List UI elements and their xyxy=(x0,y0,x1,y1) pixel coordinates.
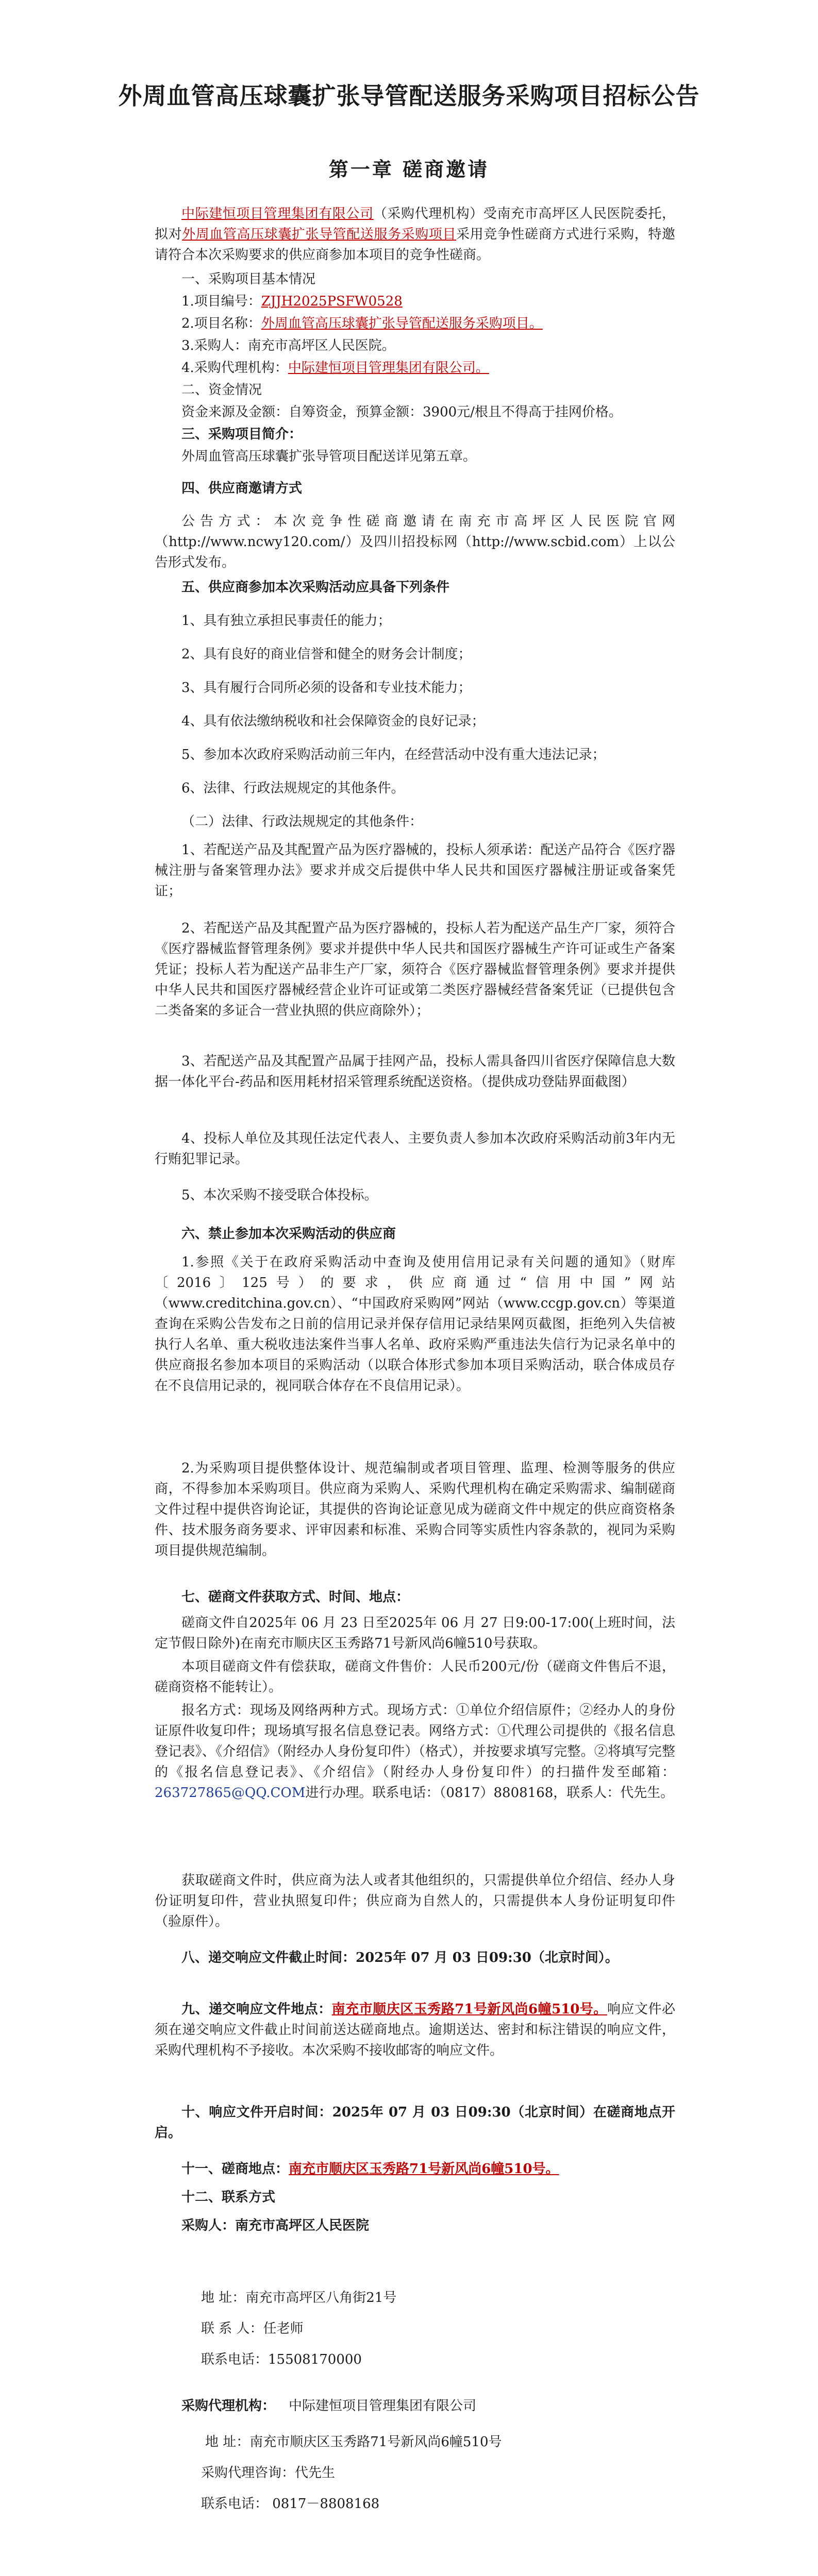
intro-project-name: 外周血管高压球囊扩张导管配送服务采购项目 xyxy=(182,227,457,242)
other-condition-2: 2、若配送产品及其配置产品为医疗器械的，投标人若为配送产品生产厂家，须符合《医疗器械监督管理条例》要求并提供中华人民共和国医疗器械生产许可证或生产备案凭证；投标人若为配送产品非生产厂家，须符合《医疗器械监督管理条例》要求并提供中华人民共和国医疗器械经营企业许可证或第二类医疗器械经营备案凭证（已提供包含二类备案的多证合一营业执照的供应商除外）； xyxy=(155,921,675,1019)
buyer-contact: 联 系 人：任老师 xyxy=(201,2321,304,2336)
condition-6: 6、法律、行政法规规定的其他条件。 xyxy=(181,781,405,796)
buyer-phone: 联系电话：15508170000 xyxy=(201,2352,362,2367)
buyer-address: 地 址：南充市高坪区八角街21号 xyxy=(201,2290,397,2306)
file-acquisition-note: 获取磋商文件时，供应商为法人或者其他组织的，只需提供单位介绍信、经办人身份证明复印件，营业执照复印件；供应商为自然人的，只需提供本人身份证明复印件（验原件）。 xyxy=(155,1873,675,1929)
agency-phone: 联系电话： 0817－8808168 xyxy=(201,2496,380,2512)
section-5-title: 五、供应商参加本次采购活动应具备下列条件 xyxy=(181,580,450,595)
other-condition-1: 1、若配送产品及其配置产品为医疗器械的，投标人须承诺：配送产品符合《医疗器械注册与备案管理办法》要求并成交后提供中华人民共和国医疗器械注册证或备案凭证； xyxy=(155,842,675,899)
intro-agency-link[interactable]: 中际建恒项目管理集团有限公司 xyxy=(181,206,374,222)
prohibited-2: 2.为采购项目提供整体设计、规范编制或者项目管理、监理、检测等服务的供应商，不得参加本采购项目。供应商为采购人、采购代理机构在确定采购需求、编制磋商文件过程中提供咨询论证，其提供的咨询论证意见成为磋商文件中规定的供应商资格条件、技术服务商务要求、评审因素和标准、采购合同等实质性内容条款的，视同为采购项目提供规范编制。 xyxy=(155,1461,675,1558)
other-condition-4: 4、投标人单位及其现任法定代表人、主要负责人参加本次政府采购活动前3年内无行贿犯罪记录。 xyxy=(155,1131,675,1167)
agency-link[interactable]: 中际建恒项目管理集团有限公司。 xyxy=(288,360,489,376)
opening-time: 十、响应文件开启时间：2025年 07 月 03 日09:30（北京时间）在磋商地点开启。 xyxy=(155,2105,675,2141)
condition-5: 5、参加本次政府采购活动前三年内，在经营活动中没有重大违法记录； xyxy=(181,747,606,762)
condition-3: 3、具有履行合同所必须的设备和专业技术能力； xyxy=(181,680,472,696)
section-6-title: 六、禁止参加本次采购活动的供应商 xyxy=(181,1226,396,1242)
section-2-title: 二、资金情况 xyxy=(181,382,262,398)
file-acquisition-time: 磋商文件自2025年 06 月 23 日至2025年 06 月 27 日9:00-17:00(上班时间，法定节假日除外)在南充市顺庆区玉秀路71号新风尚6幢510号获取。 xyxy=(155,1615,675,1651)
project-summary: 外周血管高压球囊扩张导管项目配送详见第五章。 xyxy=(181,449,477,464)
prohibited-1: 1.参照《关于在政府采购活动中查询及使用信用记录有关问题的通知》（财库〔2016〕125号）的要求，供应商通过“信用中国”网站（www.creditchina.gov.cn）、“中国政府采购网”网站（www.ccgp.gov.cn）等渠道查询在采购公告发布之日前的信用记录并保存信用记录结果网页截图，拒绝列入失信被执行人名单、重大税收违法案件当事人名单、政府采购严重违法失信行为记录名单中的供应商报名参加本项目的采购活动（以联合体形式参加本项目采购活动，联合体成员存在不良信用记录的，视同联合体存在不良信用记录）。 xyxy=(155,1255,675,1394)
other-condition-5: 5、本次采购不接受联合体投标。 xyxy=(181,1188,378,1203)
buyer-title: 采购人：南充市高坪区人民医院 xyxy=(181,2218,370,2233)
section-3-title: 三、采购项目简介： xyxy=(181,427,303,442)
registration-email-link[interactable]: 263727865@QQ.COM xyxy=(155,1785,306,1801)
other-conditions-title: （二）法律、行政法规规定的其他条件： xyxy=(181,814,423,829)
intro-paragraph: 中际建恒项目管理集团有限公司（采购代理机构）受南充市高坪区人民医院委托，拟对外周血管高压球囊扩张导管配送服务采购项目采用竞争性磋商方式进行采购，特邀请符合本次采购要求的供应商参加本项目的竞争性磋商。 xyxy=(155,206,675,263)
agency-consultant: 采购代理咨询：代先生 xyxy=(201,2465,336,2481)
agency-address: 地 址：南充市顺庆区玉秀路71号新风尚6幢510号 xyxy=(205,2434,502,2450)
condition-2: 2、具有良好的商业信誉和健全的财务会计制度； xyxy=(181,647,472,662)
submission-location: 九、递交响应文件地点：南充市顺庆区玉秀路71号新风尚6幢510号。响应文件必须在递交响应文件截止时间前送达磋商地点。逾期送达、密封和标注错误的响应文件，采购代理机构不予接收。本次采购不接收邮寄的响应文件。 xyxy=(155,2002,675,2058)
condition-4: 4、具有依法缴纳税收和社会保障资金的良好记录； xyxy=(181,714,485,729)
announcement-method: 公告方式：本次竞争性磋商邀请在南充市高坪区人民医院官网（http://www.ncwy120.com/）及四川招投标网（http://www.scbid.com）上以公告形式发布。 xyxy=(155,514,675,570)
section-4-title: 四、供应商邀请方式 xyxy=(181,481,303,496)
submission-deadline: 八、递交响应文件截止时间：2025年 07 月 03 日09:30（北京时间）。 xyxy=(181,1950,619,1965)
section-12-title: 十二、联系方式 xyxy=(181,2190,276,2205)
negotiation-location: 十一、磋商地点：南充市顺庆区玉秀路71号新风尚6幢510号。 xyxy=(181,2161,559,2177)
agency-block-title: 采购代理机构： 中际建恒项目管理集团有限公司 xyxy=(181,2398,477,2414)
section-7-title: 七、磋商文件获取方式、时间、地点： xyxy=(181,1589,410,1605)
project-name: 2.项目名称：外周血管高压球囊扩张导管配送服务采购项目。 xyxy=(181,316,543,331)
other-condition-3: 3、若配送产品及其配置产品属于挂网产品，投标人需具备四川省医疗保障信息大数据一体化平台-药品和医用耗材招采管理系统配送资格。（提供成功登陆界面截图） xyxy=(155,1054,675,1090)
procurement-agency: 4.采购代理机构：中际建恒项目管理集团有限公司。 xyxy=(181,360,489,376)
funding-text: 资金来源及金额：自筹资金，预算金额：3900元/根且不得高于挂网价格。 xyxy=(181,404,622,420)
document-title: 外周血管高压球囊扩张导管配送服务采购项目招标公告 xyxy=(118,82,700,110)
section-1-title: 一、采购项目基本情况 xyxy=(181,272,316,287)
condition-1: 1、具有独立承担民事责任的能力； xyxy=(181,613,391,629)
registration-method: 报名方式：现场及网络两种方式。现场方式：①单位介绍信原件；②经办人的身份证原件收复印件；现场填写报名信息登记表。网络方式：①代理公司提供的《报名信息登记表》、《介绍信》（附经办人身份复印件）（格式），并按要求填写完整。②将填写完整的《报名信息登记表》、《介绍信》（附经办人身份复印件）的扫描件发至邮箱：263727865@QQ.COM进行办理。联系电话：（0817）8808168，联系人：代先生。 xyxy=(155,1703,675,1801)
project-number: 1.项目编号：ZJJH2025PSFW0528 xyxy=(181,294,403,309)
file-price: 本项目磋商文件有偿获取，磋商文件售价：人民币200元/份（磋商文件售后不退，磋商资格不能转让）。 xyxy=(155,1659,675,1695)
chapter-heading: 第一章 磋商邀请 xyxy=(328,158,490,181)
purchaser: 3.采购人：南充市高坪区人民医院。 xyxy=(181,338,395,353)
